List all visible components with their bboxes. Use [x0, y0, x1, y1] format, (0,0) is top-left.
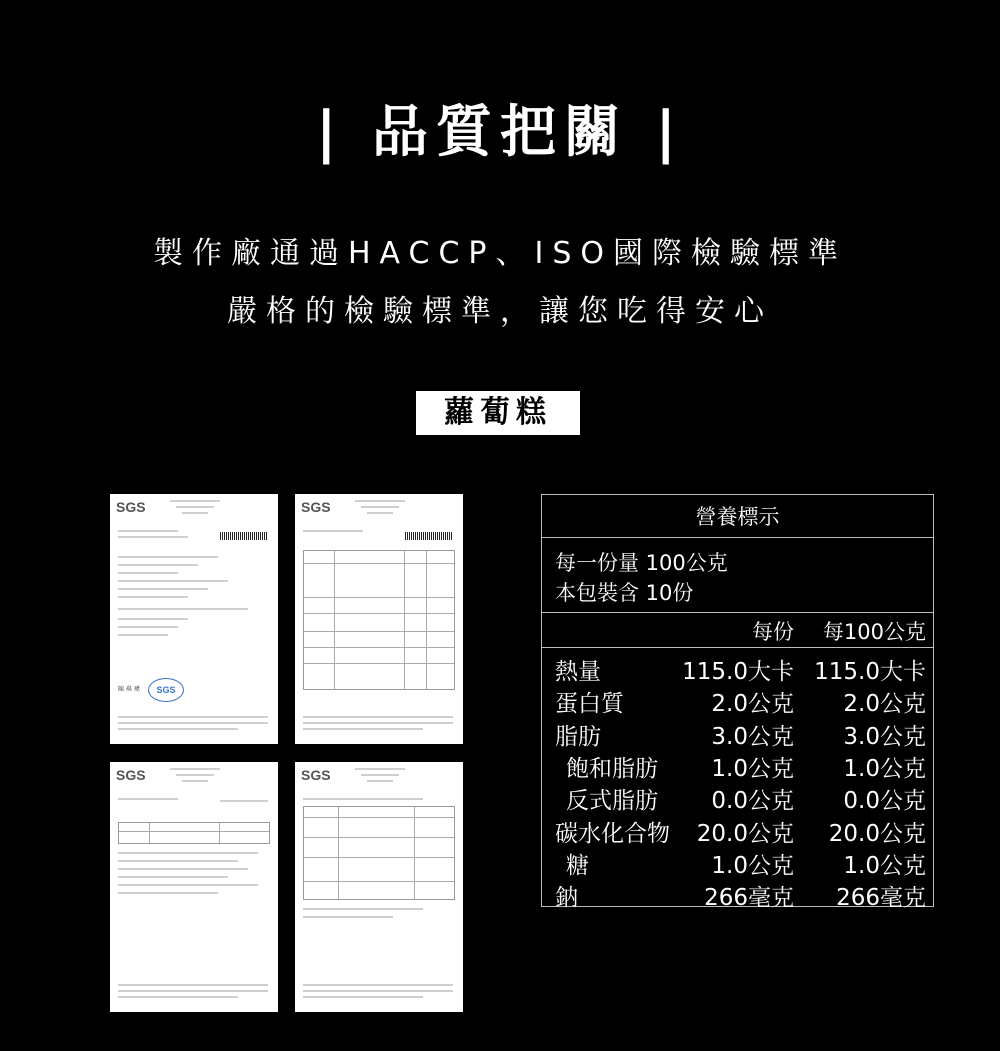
table-row-line	[304, 663, 454, 664]
report-footer-line	[118, 716, 268, 718]
report-header-line	[355, 500, 405, 502]
report-footer-line	[303, 716, 453, 718]
nutrition-facts-panel	[541, 494, 934, 912]
page-title: | 品質把關 |	[316, 100, 684, 165]
divider	[542, 537, 933, 538]
report-text-line	[118, 634, 168, 636]
report-header-line	[182, 512, 208, 514]
table-row-line	[304, 597, 454, 598]
report-footer-line	[303, 990, 453, 992]
value-per-100g: 2.0公克	[843, 691, 926, 718]
nutrient-name: 蛋白質	[555, 691, 624, 718]
report-text-line	[118, 626, 178, 628]
value-per-100g: 266毫克	[836, 885, 926, 912]
report-text-line	[118, 868, 248, 870]
report-text-line	[118, 618, 188, 620]
test-report-page-2	[295, 494, 463, 744]
value-per-100g: 115.0大卡	[814, 659, 926, 685]
sgs-logo: SGS	[116, 767, 146, 783]
results-table	[303, 806, 455, 900]
nutrition-row	[542, 815, 933, 847]
report-header-line	[361, 506, 399, 508]
results-table	[118, 822, 270, 844]
barcode	[220, 532, 268, 540]
report-header-line	[170, 768, 220, 770]
sgs-seal: SGS	[148, 678, 184, 702]
report-text-line	[118, 530, 178, 532]
report-footer-line	[303, 996, 423, 998]
value-per-100g: 0.0公克	[843, 788, 926, 815]
report-text-line	[118, 564, 198, 566]
nutrition-row	[542, 685, 933, 717]
report-header-line	[182, 780, 208, 782]
nutrient-name: 鈉	[555, 885, 578, 912]
report-text-line	[118, 596, 188, 598]
nutrient-name: 熱量	[555, 659, 601, 685]
value-per-serving: 0.0公克	[711, 788, 794, 815]
report-header-line	[176, 506, 214, 508]
report-header-line	[367, 780, 393, 782]
report-text-line	[118, 852, 258, 854]
nutrition-row	[542, 847, 933, 879]
table-col-line	[338, 807, 339, 899]
value-per-serving: 3.0公克	[711, 723, 794, 750]
table-row-line	[304, 563, 454, 564]
product-label: 蘿蔔糕	[416, 391, 580, 435]
subtitle-line-1: 製作廠通過HACCP、ISO國際檢驗標準	[152, 236, 848, 271]
table-col-line	[426, 551, 427, 689]
value-per-100g: 1.0公克	[843, 852, 926, 879]
report-text-line	[303, 530, 363, 532]
report-footer-line	[303, 722, 453, 724]
sgs-logo: SGS	[301, 499, 331, 515]
report-footer-line	[303, 984, 453, 986]
nutrient-name: 脂肪	[555, 723, 601, 750]
value-per-100g: 3.0公克	[843, 723, 926, 750]
sgs-logo: SGS	[116, 499, 146, 515]
table-row-line	[304, 857, 454, 858]
nutrient-name: 反式脂肪	[566, 788, 658, 815]
report-footer-line	[118, 722, 268, 724]
report-footer-line	[118, 996, 238, 998]
report-text-line	[303, 916, 393, 918]
report-text-line	[220, 800, 268, 802]
value-per-100g: 1.0公克	[843, 755, 926, 782]
report-text-line	[118, 588, 208, 590]
table-col-line	[149, 823, 150, 843]
test-report-page-1	[110, 494, 278, 744]
servings-per-package: 本包裝含 10份	[555, 581, 694, 605]
report-footer-line	[118, 984, 268, 986]
nutrition-row	[542, 718, 933, 750]
nutrient-name: 飽和脂肪	[566, 755, 658, 782]
table-row-line	[304, 631, 454, 632]
report-text-line	[303, 798, 423, 800]
column-header-per-serving: 每份	[752, 620, 794, 644]
value-per-serving: 1.0公克	[711, 852, 794, 879]
report-text-line	[118, 580, 228, 582]
table-row-line	[119, 831, 269, 832]
report-text-line	[303, 908, 423, 910]
report-text-line	[118, 536, 188, 538]
report-footer-line	[118, 728, 238, 730]
report-header-line	[355, 768, 405, 770]
report-text-line	[118, 876, 228, 878]
nutrition-row	[542, 879, 933, 911]
sgs-logo: SGS	[301, 767, 331, 783]
nutrition-row	[542, 653, 933, 685]
report-text-line	[118, 892, 218, 894]
value-per-serving: 2.0公克	[711, 691, 794, 718]
table-col-line	[334, 551, 335, 689]
value-per-serving: 266毫克	[704, 885, 794, 912]
table-row-line	[304, 613, 454, 614]
report-text-line	[118, 608, 248, 610]
results-table	[303, 550, 455, 690]
nutrient-name: 糖	[566, 852, 589, 879]
divider	[542, 647, 933, 648]
signature: 陳 琪 瑋	[118, 686, 140, 693]
report-text-line	[118, 884, 258, 886]
table-col-line	[414, 807, 415, 899]
report-footer-line	[303, 728, 423, 730]
nutrition-row	[542, 750, 933, 782]
report-header-line	[367, 512, 393, 514]
report-header-line	[361, 774, 399, 776]
report-text-line	[118, 556, 218, 558]
test-report-page-4	[295, 762, 463, 1012]
report-header-line	[170, 500, 220, 502]
table-col-line	[219, 823, 220, 843]
nutrition-title: 營養標示	[695, 505, 780, 529]
subtitle-line-2: 嚴格的檢驗標準，讓您吃得安心	[227, 294, 773, 329]
value-per-serving: 1.0公克	[711, 755, 794, 782]
table-row-line	[304, 837, 454, 838]
nutrition-row	[542, 782, 933, 814]
table-row-line	[304, 881, 454, 882]
column-header-per-100g: 每100公克	[822, 620, 926, 644]
nutrient-name: 碳水化合物	[555, 820, 670, 847]
value-per-serving: 115.0大卡	[682, 659, 794, 685]
test-report-page-3	[110, 762, 278, 1012]
table-col-line	[404, 551, 405, 689]
report-text-line	[118, 860, 238, 862]
report-header-line	[176, 774, 214, 776]
divider	[542, 612, 933, 613]
report-text-line	[118, 572, 178, 574]
barcode	[405, 532, 453, 540]
value-per-100g: 20.0公克	[828, 820, 926, 847]
table-row-line	[304, 817, 454, 818]
report-footer-line	[118, 990, 268, 992]
report-text-line	[118, 798, 178, 800]
serving-size: 每一份量 100公克	[555, 551, 728, 575]
table-row-line	[304, 647, 454, 648]
value-per-serving: 20.0公克	[696, 820, 794, 847]
